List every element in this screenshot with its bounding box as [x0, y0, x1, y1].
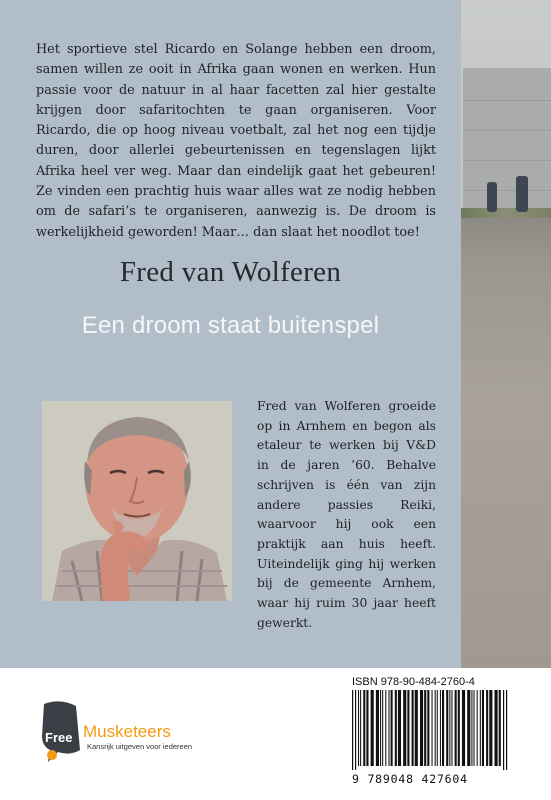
barcode-bar — [388, 690, 389, 766]
barcode-bar — [376, 690, 379, 766]
author-bio: Fred van Wolferen groeide op in Arnhem en begon als etaleur te werken bij V&D in de jaren ’60. Behalve schrijven is één van zijn andere passies Reiki, waarvoor hij ook een praktijk aan huis heeft. Uiteindelijk ging hij werken bij de gemeente Arnhem, waar hij ruim 30 jaar heeft gewerkt. — [257, 399, 436, 630]
building-floor-line — [463, 160, 551, 161]
barcode-bar — [455, 690, 457, 766]
walker-figure — [487, 182, 497, 212]
author-portrait-drawing — [42, 401, 232, 601]
barcode-bar — [412, 690, 414, 766]
barcode-bar — [503, 690, 504, 770]
barcode-bar — [449, 690, 450, 766]
logo-free-text: Free — [45, 730, 73, 745]
beach-photo-icon — [461, 0, 551, 668]
barcode-bar — [477, 690, 478, 766]
beach-sand — [461, 218, 551, 668]
author-name: Fred van Wolferen — [119, 256, 342, 288]
building-floor-line — [463, 130, 551, 131]
walker-figure — [516, 176, 528, 212]
barcode-bar — [391, 690, 393, 766]
barcode-bar — [366, 690, 368, 766]
barcode-bar — [446, 690, 448, 766]
barcode-bar — [471, 690, 472, 766]
barcode-bar — [489, 690, 492, 766]
author-portrait-icon — [42, 401, 232, 601]
barcode-bar — [435, 690, 436, 766]
barcode-bar — [420, 690, 423, 766]
barcode-bar — [424, 690, 426, 766]
barcode-bar — [415, 690, 418, 766]
barcode-bar — [506, 690, 507, 770]
barcode-bar — [395, 690, 397, 766]
barcode-bar — [437, 690, 438, 766]
logo-tagline: Kansrijk uitgeven voor iedereen — [87, 742, 193, 751]
barcode-bar — [499, 690, 501, 766]
barcode-bar — [458, 690, 460, 766]
barcode-digits: 9 789048 427604 — [352, 772, 468, 786]
barcode-bar — [495, 690, 498, 766]
barcode-bar — [403, 690, 406, 766]
book-title: Een droom staat buitenspel — [81, 312, 380, 339]
isbn-label: ISBN 978-90-484-2760-4 — [352, 676, 475, 688]
building-silhouette — [463, 68, 551, 218]
barcode-bar — [427, 690, 429, 766]
barcode-bar — [385, 690, 386, 766]
barcode-bar — [467, 690, 470, 766]
publisher-logo — [40, 700, 200, 770]
barcode-bar — [442, 690, 444, 766]
barcode-bar — [398, 690, 401, 766]
barcode-bar — [432, 690, 433, 766]
barcode-bar — [462, 690, 465, 766]
barcode-bar — [474, 690, 475, 766]
barcode-bar — [480, 690, 481, 766]
barcode-bar — [382, 690, 383, 766]
barcode-bar — [371, 690, 374, 766]
building-floor-line — [463, 190, 551, 191]
logo-musketeers-text: Musketeers — [83, 722, 171, 741]
barcode-bar — [407, 690, 409, 766]
barcode-bar — [355, 690, 356, 770]
barcode-bar — [363, 690, 365, 766]
barcode-bar — [486, 690, 488, 766]
barcode-bar — [451, 690, 452, 766]
barcode-bar — [482, 690, 484, 766]
barcode-bar — [352, 690, 353, 770]
barcode-bar — [358, 690, 359, 766]
barcode-bar — [360, 690, 361, 766]
building-floor-line — [463, 100, 551, 101]
barcode-bar — [440, 690, 441, 766]
barcode-icon — [350, 690, 510, 770]
barcode-bar — [380, 690, 381, 766]
blurb-text: Het sportieve stel Ricardo en Solange hebben een droom, samen willen ze ooit in Afrika gaan wonen en werken. Hun passie voor de natuur in al haar facetten zal hier gestalte krijgen door safaritochten te gaan organiseren. Voor Ricardo, die op hoog niveau voetbalt, zal het nog een tijdje duren, door allerlei gebeurtenissen en tegenslagen lijkt Afrika heel ver weg. Maar dan eindelijk gaat het gebeuren! Ze vinden een prachtig huis waar alles wat ze nodig hebben om de safari’s te organiseren, aanwezig is. De droom is werkelijkheid geworden! Maar… dan slaat het noodlot toe! — [36, 42, 436, 240]
